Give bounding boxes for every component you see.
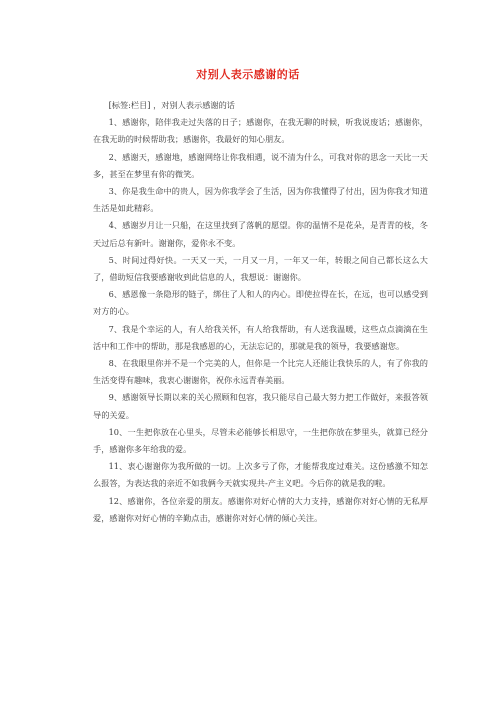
paragraph-7: 7、我是个幸运的人，有人给我关怀，有人给我帮助，有人送我温暖，这些点点滴滴在生活中和工作中的帮助，那是我感恩的心，无法忘记的，那就是我的领导，我要感谢您。 (93, 323, 428, 351)
paragraph-8: 8、在我眼里你并不是一个完美的人，但你是一个比完人还能让我快乐的人，有了你我的生活变得有趣味，我衷心谢谢你，祝你永远青春美丽。 (93, 358, 428, 386)
document-body (93, 97, 428, 527)
intro-paragraph: [标签:栏目] ，对别人表示感谢的话 (108, 100, 235, 110)
paragraph-9: 9、感谢领导长期以来的关心照顾和包容，我只能尽自己最大努力把工作做好，来报答领导的关爱。 (93, 392, 428, 420)
paragraph-4: 4、感谢岁月让一只船，在这里找到了落帆的愿望。你的温情不是花朵，是青青的枝，冬天过后总有新叶。谢谢你，爱你永不变。 (93, 220, 428, 248)
paragraph-3: 3、你是我生命中的贵人，因为你我学会了生活，因为你我懂得了付出，因为你我才知道生活是如此精彩。 (93, 186, 428, 214)
paragraph-11: 11、衷心谢谢你为我所做的一切。上次多亏了你，才能帮我度过难关。这份感激不知怎么报答，为表达我的亲近不如我俩今天就实现共-产主义吧。今后你的就是我的啦。 (93, 461, 428, 489)
document-title: 对别人表示感谢的话 (196, 68, 300, 81)
paragraph-12: 12、感谢你，各位亲爱的朋友。感谢你对好心情的大力支持，感谢你对好心情的无私厚爱，感谢你对好心情的辛勤点击，感谢你对好心情的倾心关注。 (93, 495, 428, 523)
paragraph-2: 2、感谢天，感谢地，感谢网络让你我相遇，说不清为什么，可我对你的思念一天比一天多，甚至在梦里有你的微笑。 (93, 151, 428, 179)
paragraph-5: 5、时间过得好快。一天又一天，一月又一月，一年又一年，转眼之间自己都长这么大了，借助短信我要感谢收到此信息的人，我想说：谢谢你。 (93, 254, 428, 283)
paragraph-10: 10、一生把你放在心里头，尽管未必能够长相思守，一生把你放在梦里头，就算已经分手，感谢你多年给我的爱。 (93, 426, 428, 455)
paragraph-1: 1、感谢你，陪伴我走过失落的日子；感谢你，在我无聊的时候，听我说废话；感谢你，在我无助的时候帮助我；感谢你，我最好的知心朋友。 (93, 117, 428, 145)
paragraph-6: 6、感恩像一条隐形的链子，绑住了人和人的内心。即使拉得在长，在远，也可以感受到对方的心。 (93, 289, 428, 317)
